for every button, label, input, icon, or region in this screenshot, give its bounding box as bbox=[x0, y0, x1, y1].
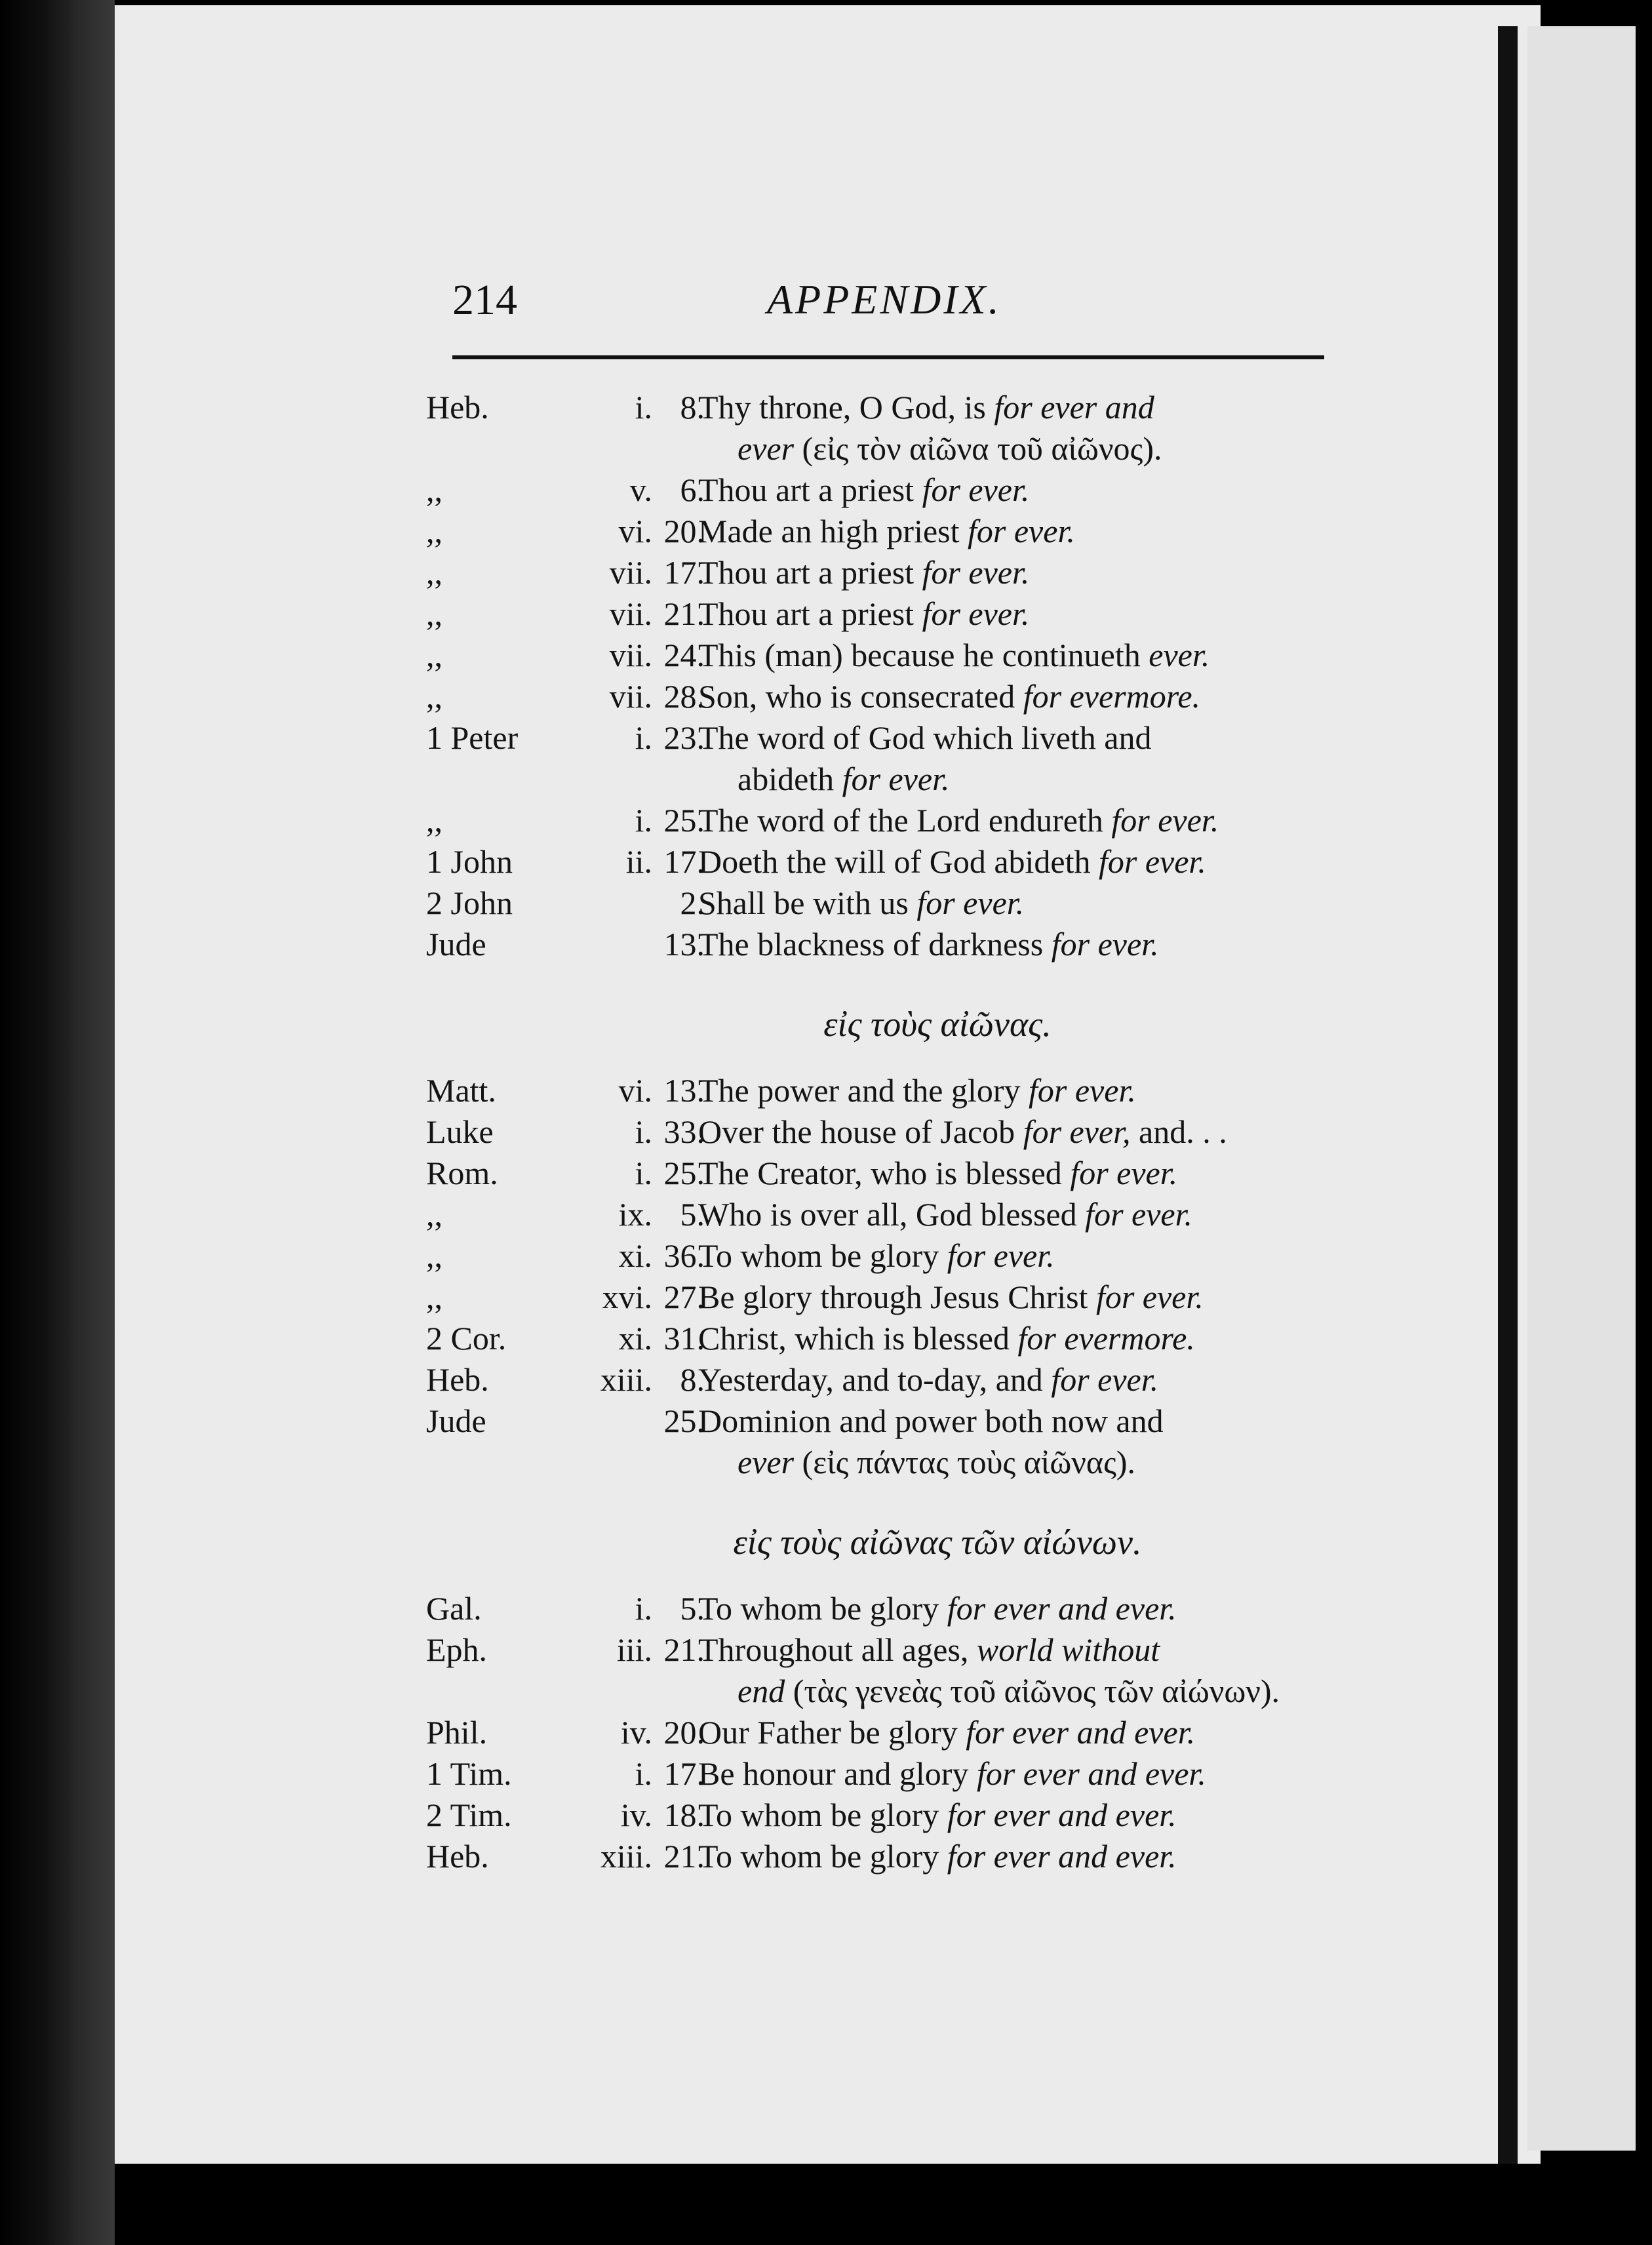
verse-text-italic: for ever. bbox=[922, 554, 1030, 591]
continuation-text bbox=[738, 759, 950, 800]
verse-number: 36. bbox=[663, 1237, 705, 1274]
book-name: Jude bbox=[426, 926, 486, 963]
book-name: 2 John bbox=[426, 884, 513, 921]
verse-text bbox=[698, 511, 1360, 552]
book-name: Heb. bbox=[426, 389, 489, 426]
verse-number: 21. bbox=[663, 595, 705, 632]
verse-text-italic: for evermore. bbox=[1017, 1320, 1195, 1357]
list-item bbox=[420, 1629, 1337, 1671]
continuation-greek: (εἰς τὸν αἰῶνα τοῦ αἰῶνος). bbox=[794, 430, 1162, 467]
book-name: Heb. bbox=[426, 1838, 489, 1875]
section-heading: εἰς τοὺς αἰῶνας τῶν αἰώνων. bbox=[733, 1522, 1142, 1562]
chapter-number: xi. bbox=[618, 1237, 652, 1274]
verse-text-roman: Be glory through Jesus Christ bbox=[698, 1279, 1096, 1315]
book-name: 2 Cor. bbox=[426, 1320, 507, 1357]
verse-text bbox=[698, 1235, 1360, 1277]
book-name: 2 Tim. bbox=[426, 1797, 512, 1833]
verse-number: 27. bbox=[663, 1279, 705, 1315]
verse-text-italic: for ever. bbox=[1029, 1072, 1136, 1109]
list-item-continuation bbox=[420, 1442, 1337, 1483]
verse-number: 23. bbox=[663, 719, 705, 756]
verse-text bbox=[698, 635, 1360, 676]
list-item bbox=[420, 387, 1337, 428]
list-item bbox=[420, 841, 1337, 883]
verse-number: 8. bbox=[680, 389, 705, 426]
verse-text bbox=[698, 1111, 1360, 1153]
section-for-ever bbox=[420, 387, 1337, 965]
verse-number: 25. bbox=[663, 802, 705, 839]
book-name: Matt. bbox=[426, 1072, 496, 1109]
continuation-text bbox=[738, 1442, 1135, 1483]
book-name: ,, bbox=[426, 1237, 442, 1274]
verse-number: 21. bbox=[663, 1631, 705, 1668]
verse-number: 5. bbox=[680, 1196, 705, 1233]
verse-number: 31. bbox=[663, 1320, 705, 1357]
page-gutter bbox=[1498, 26, 1518, 2164]
verse-text-roman: Be honour and glory bbox=[698, 1755, 977, 1792]
verse-number: 33. bbox=[663, 1113, 705, 1150]
verse-number: 8. bbox=[680, 1361, 705, 1398]
verse-number: 24. bbox=[663, 637, 705, 673]
verse-text-italic: for ever. bbox=[1111, 802, 1219, 839]
verse-text bbox=[698, 1359, 1360, 1401]
verse-text-italic: for ever and ever. bbox=[976, 1755, 1206, 1792]
verse-text-roman: Made an high priest bbox=[698, 513, 968, 549]
verse-text-roman: Shall be with us bbox=[698, 884, 917, 921]
verse-text-italic: for ever and ever. bbox=[966, 1714, 1196, 1751]
verse-text bbox=[698, 841, 1360, 883]
list-item bbox=[420, 469, 1337, 511]
verse-number: 20. bbox=[663, 513, 705, 549]
verse-text bbox=[698, 1277, 1360, 1318]
verse-text bbox=[698, 469, 1360, 511]
chapter-number: i. bbox=[635, 802, 652, 839]
facing-page-edge bbox=[1527, 26, 1636, 2151]
list-item-continuation bbox=[420, 1671, 1337, 1712]
page-number: 214 bbox=[452, 276, 517, 324]
chapter-number: ii. bbox=[625, 843, 652, 880]
verse-text bbox=[698, 924, 1360, 965]
list-item bbox=[420, 1359, 1337, 1401]
book-name: Heb. bbox=[426, 1361, 489, 1398]
bottom-shadow bbox=[115, 2164, 1652, 2245]
list-item bbox=[420, 552, 1337, 593]
chapter-number: xvi. bbox=[602, 1279, 652, 1315]
verse-text bbox=[698, 883, 1360, 924]
book-spine bbox=[0, 0, 115, 2245]
page-header bbox=[452, 275, 1324, 334]
verse-text bbox=[698, 552, 1360, 593]
list-item-continuation bbox=[420, 428, 1337, 469]
list-item bbox=[420, 511, 1337, 552]
verse-text-roman: Doeth the will of God abideth bbox=[698, 843, 1099, 880]
book-name: Eph. bbox=[426, 1631, 488, 1668]
list-item bbox=[420, 800, 1337, 841]
verse-text-italic: for ever. bbox=[922, 471, 1030, 508]
chapter-number: xi. bbox=[618, 1320, 652, 1357]
verse-text-italic: for ever. bbox=[1051, 926, 1159, 963]
verse-text-roman: The power and the glory bbox=[698, 1072, 1029, 1109]
verse-text-italic: for ever. bbox=[1051, 1361, 1159, 1398]
section-eis-tous-aionas-ton-aionon bbox=[420, 1588, 1337, 1877]
verse-text-italic: for ever. bbox=[922, 595, 1030, 632]
verse-text-italic: world without bbox=[976, 1631, 1160, 1668]
list-item bbox=[420, 593, 1337, 635]
verse-text-roman: This (man) because he continueth bbox=[698, 637, 1149, 673]
chapter-number: vii. bbox=[609, 678, 652, 715]
verse-number: 25. bbox=[663, 1155, 705, 1191]
verse-text-italic: for ever and bbox=[994, 389, 1154, 426]
chapter-number: iii. bbox=[616, 1631, 652, 1668]
verse-text bbox=[698, 1629, 1360, 1671]
book-name: ,, bbox=[426, 595, 442, 632]
verse-text-italic: for ever and ever. bbox=[947, 1838, 1177, 1875]
list-item bbox=[420, 1401, 1337, 1442]
verse-text-italic: for ever. bbox=[947, 1237, 1055, 1274]
continuation-italic: ever bbox=[738, 430, 795, 467]
verse-text-italic: for evermore. bbox=[1023, 678, 1201, 715]
verse-text-italic: for ever. bbox=[916, 884, 1025, 921]
verse-number: 5. bbox=[680, 1590, 705, 1627]
verse-text-after: and. . . bbox=[1130, 1113, 1227, 1150]
verse-text-roman: Thy throne, O God, is bbox=[698, 389, 994, 426]
header-rule bbox=[452, 355, 1324, 359]
verse-number: 17. bbox=[663, 1755, 705, 1792]
verse-number: 21. bbox=[663, 1838, 705, 1875]
verse-text-italic: for ever. bbox=[968, 513, 1075, 549]
verse-text-italic: ever. bbox=[1149, 637, 1210, 673]
verse-text-italic: for ever. bbox=[1070, 1155, 1178, 1191]
verse-text bbox=[698, 1194, 1360, 1235]
verse-text bbox=[698, 1588, 1360, 1629]
verse-number: 17. bbox=[663, 843, 705, 880]
chapter-number: i. bbox=[635, 719, 652, 756]
chapter-number: iv. bbox=[620, 1797, 652, 1833]
verse-text-roman: Dominion and power both now and bbox=[698, 1402, 1164, 1439]
verse-text bbox=[698, 1153, 1360, 1194]
book-name: ,, bbox=[426, 637, 442, 673]
continuation-greek: (εἰς πάντας τοὺς αἰῶνας). bbox=[794, 1444, 1136, 1480]
book-name: Gal. bbox=[426, 1590, 482, 1627]
book-name: 1 John bbox=[426, 843, 513, 880]
verse-text-roman: Yesterday, and to-day, and bbox=[698, 1361, 1052, 1398]
verse-text-italic: for ever and ever. bbox=[947, 1590, 1177, 1627]
book-name: Jude bbox=[426, 1402, 486, 1439]
verse-number: 6. bbox=[680, 471, 705, 508]
continuation-text bbox=[738, 1671, 1280, 1712]
book-name: ,, bbox=[426, 1196, 442, 1233]
verse-text bbox=[698, 1318, 1360, 1359]
verse-text-roman: Thou art a priest bbox=[698, 554, 922, 591]
book-name: 1 Tim. bbox=[426, 1755, 512, 1792]
continuation-italic: for ever. bbox=[842, 761, 950, 797]
continuation-text bbox=[738, 428, 1162, 469]
chapter-number: i. bbox=[635, 1590, 652, 1627]
verse-text-roman: Thou art a priest bbox=[698, 471, 922, 508]
verse-text bbox=[698, 676, 1360, 717]
verse-text-roman: The Creator, who is blessed bbox=[698, 1155, 1071, 1191]
verse-text-roman: Over the house of Jacob bbox=[698, 1113, 1023, 1150]
verse-text bbox=[698, 593, 1360, 635]
verse-text bbox=[698, 1712, 1360, 1753]
section-eis-tous-aionas bbox=[420, 1070, 1337, 1483]
book-name: ,, bbox=[426, 554, 442, 591]
continuation-italic: ever bbox=[738, 1444, 795, 1480]
continuation-italic: end bbox=[738, 1673, 785, 1709]
verse-number: 13. bbox=[663, 1072, 705, 1109]
verse-text bbox=[698, 387, 1360, 428]
chapter-number: i. bbox=[635, 1113, 652, 1150]
verse-text-roman: To whom be glory bbox=[698, 1838, 947, 1875]
verse-text-roman: Throughout all ages, bbox=[698, 1631, 977, 1668]
verse-text bbox=[698, 800, 1360, 841]
chapter-number: xiii. bbox=[600, 1838, 652, 1875]
verse-text-roman: Son, who is consecrated bbox=[698, 678, 1023, 715]
verse-text bbox=[698, 1401, 1360, 1442]
verse-number: 25. bbox=[663, 1402, 705, 1439]
verse-text-italic: for ever. bbox=[1085, 1196, 1193, 1233]
continuation-greek: (τὰς γενεὰς τοῦ αἰῶνος τῶν αἰώνων). bbox=[785, 1673, 1280, 1709]
chapter-number: vi. bbox=[618, 513, 652, 549]
list-item bbox=[420, 635, 1337, 676]
verse-text-roman: Thou art a priest bbox=[698, 595, 922, 632]
list-item bbox=[420, 1318, 1337, 1359]
section-heading: εἰς τοὺς αἰῶνας. bbox=[823, 1004, 1052, 1044]
verse-number: 28. bbox=[663, 678, 705, 715]
reference-list bbox=[420, 387, 1337, 1877]
list-item bbox=[420, 1111, 1337, 1153]
book-name: Rom. bbox=[426, 1155, 498, 1191]
chapter-number: v. bbox=[629, 471, 652, 508]
chapter-number: iv. bbox=[620, 1714, 652, 1751]
book-name: ,, bbox=[426, 678, 442, 715]
list-item bbox=[420, 717, 1337, 759]
verse-text bbox=[698, 1753, 1360, 1795]
chapter-number: xiii. bbox=[600, 1361, 652, 1398]
verse-text bbox=[698, 1070, 1360, 1111]
verse-text-roman: To whom be glory bbox=[698, 1797, 947, 1833]
verse-text-roman: The word of the Lord endureth bbox=[698, 802, 1112, 839]
list-item-continuation bbox=[420, 759, 1337, 800]
continuation-roman: abideth bbox=[738, 761, 842, 797]
chapter-number: i. bbox=[635, 1155, 652, 1191]
book-name: ,, bbox=[426, 802, 442, 839]
verse-text-roman: The word of God which liveth and bbox=[698, 719, 1152, 756]
verse-text bbox=[698, 717, 1360, 759]
verse-text-roman: The blackness of darkness bbox=[698, 926, 1052, 963]
chapter-number: ix. bbox=[618, 1196, 652, 1233]
verse-number: 2. bbox=[680, 884, 705, 921]
book-name: Luke bbox=[426, 1113, 494, 1150]
verse-text-roman: Christ, which is blessed bbox=[698, 1320, 1018, 1357]
list-item bbox=[420, 1795, 1337, 1836]
verse-text-italic: for ever, bbox=[1023, 1113, 1131, 1150]
verse-text-italic: for ever. bbox=[1099, 843, 1206, 880]
list-item bbox=[420, 1753, 1337, 1795]
chapter-number: vii. bbox=[609, 637, 652, 673]
list-item bbox=[420, 1836, 1337, 1877]
verse-text-italic: for ever and ever. bbox=[947, 1797, 1177, 1833]
list-item bbox=[420, 1277, 1337, 1318]
list-item bbox=[420, 1712, 1337, 1753]
list-item bbox=[420, 1588, 1337, 1629]
verse-number: 18. bbox=[663, 1797, 705, 1833]
list-item bbox=[420, 1070, 1337, 1111]
book-name: 1 Peter bbox=[426, 719, 519, 756]
verse-text-italic: for ever. bbox=[1095, 1279, 1204, 1315]
verse-text bbox=[698, 1836, 1360, 1877]
verse-number: 17. bbox=[663, 554, 705, 591]
verse-text-roman: Our Father be glory bbox=[698, 1714, 966, 1751]
verse-text bbox=[698, 1795, 1360, 1836]
list-item bbox=[420, 1235, 1337, 1277]
book-name: ,, bbox=[426, 1279, 442, 1315]
list-item bbox=[420, 676, 1337, 717]
book-name: ,, bbox=[426, 471, 442, 508]
chapter-number: vii. bbox=[609, 595, 652, 632]
chapter-number: i. bbox=[635, 1755, 652, 1792]
list-item bbox=[420, 883, 1337, 924]
running-head: APPENDIX. bbox=[767, 276, 1002, 323]
verse-text-roman: To whom be glory bbox=[698, 1237, 947, 1274]
chapter-number: vi. bbox=[618, 1072, 652, 1109]
verse-text-roman: To whom be glory bbox=[698, 1590, 947, 1627]
chapter-number: i. bbox=[635, 389, 652, 426]
verse-text-roman: Who is over all, God blessed bbox=[698, 1196, 1086, 1233]
list-item bbox=[420, 1194, 1337, 1235]
list-item bbox=[420, 924, 1337, 965]
book-name: Phil. bbox=[426, 1714, 488, 1751]
chapter-number: vii. bbox=[609, 554, 652, 591]
book-name: ,, bbox=[426, 513, 442, 549]
verse-number: 13. bbox=[663, 926, 705, 963]
verse-number: 20. bbox=[663, 1714, 705, 1751]
list-item bbox=[420, 1153, 1337, 1194]
